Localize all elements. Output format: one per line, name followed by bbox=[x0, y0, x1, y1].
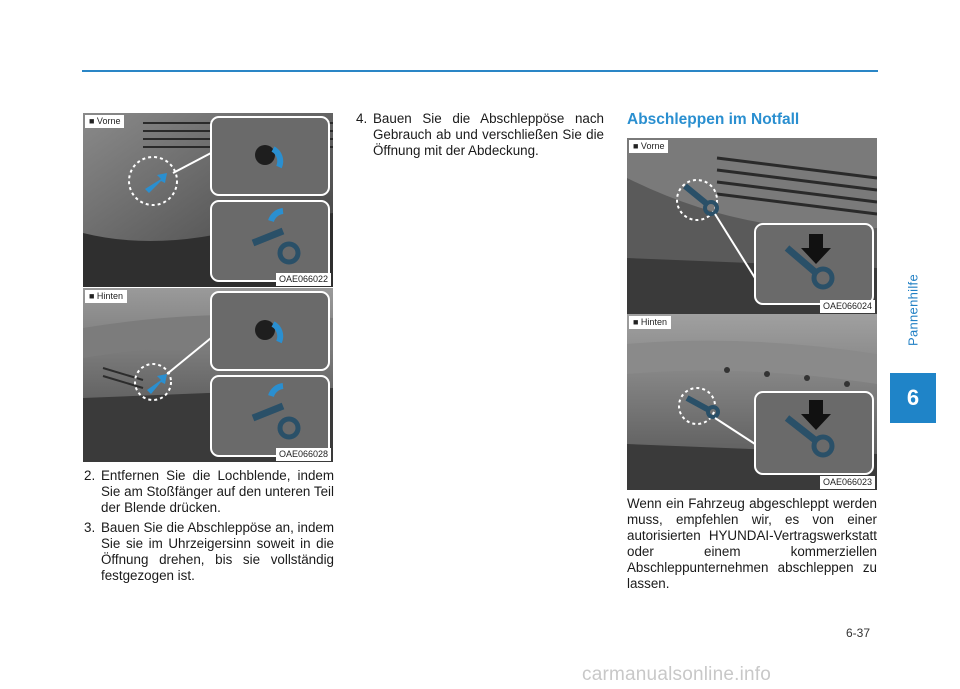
step-number: 4. bbox=[356, 111, 368, 126]
step-text: Bauen Sie die Abschleppöse nach Gebrauch ab und verschließen Sie die Öffnung mit der Abdeckung. bbox=[373, 111, 604, 158]
figure-caption: ■ Vorne bbox=[629, 140, 668, 153]
section-title: Abschleppen im Notfall bbox=[627, 111, 800, 128]
step-text: Entfernen Sie die Lochblende, indem Sie am Stoßfänger auf den unteren Teil der Blende drücken. bbox=[101, 468, 334, 515]
step-number: 3. bbox=[84, 520, 96, 535]
figure-rear-tow-hook-install bbox=[83, 288, 333, 462]
figure-caption: ■ Hinten bbox=[629, 316, 671, 329]
step-3 bbox=[84, 520, 334, 584]
figure-code: OAE066022 bbox=[276, 273, 331, 286]
figure-front-tow-hook-install bbox=[83, 113, 333, 287]
figure-code: OAE066023 bbox=[820, 476, 875, 489]
rear-tow-illustration bbox=[627, 314, 877, 490]
header-rule bbox=[82, 70, 878, 72]
steps-middle bbox=[356, 111, 604, 163]
towing-paragraph: Wenn ein Fahrzeug abgeschleppt werden muss, empfehlen wir, es von einer autorisierten HYUNDAI-Vertragswerkstatt oder einem kommerziellen Abschleppunternehmen abschleppen zu lassen. bbox=[627, 496, 877, 591]
figure-code: OAE066024 bbox=[820, 300, 875, 313]
steps-left bbox=[84, 468, 334, 588]
step-4 bbox=[356, 111, 604, 159]
front-bumper-illustration bbox=[83, 113, 333, 287]
chapter-tab-label: Pannenhilfe bbox=[905, 274, 921, 346]
front-tow-illustration bbox=[627, 138, 877, 314]
figure-code: OAE066028 bbox=[276, 448, 331, 461]
step-number: 2. bbox=[84, 468, 96, 483]
page-number: 6-37 bbox=[846, 626, 871, 640]
chapter-number: 6 bbox=[890, 373, 936, 423]
figure-front-tow-hook-emergency bbox=[627, 138, 877, 314]
step-text: Bauen Sie die Abschleppöse an, indem Sie sie im Uhrzeigersinn soweit in die Öffnung drehen, bis sie vollständig festgezogen ist. bbox=[101, 520, 335, 583]
watermark: carmanualsonline.info bbox=[582, 664, 772, 685]
figure-rear-tow-hook-emergency bbox=[627, 314, 877, 490]
rear-bumper-illustration bbox=[83, 288, 333, 462]
figure-caption: ■ Hinten bbox=[85, 290, 127, 303]
step-2 bbox=[84, 468, 334, 516]
figure-caption: ■ Vorne bbox=[85, 115, 124, 128]
